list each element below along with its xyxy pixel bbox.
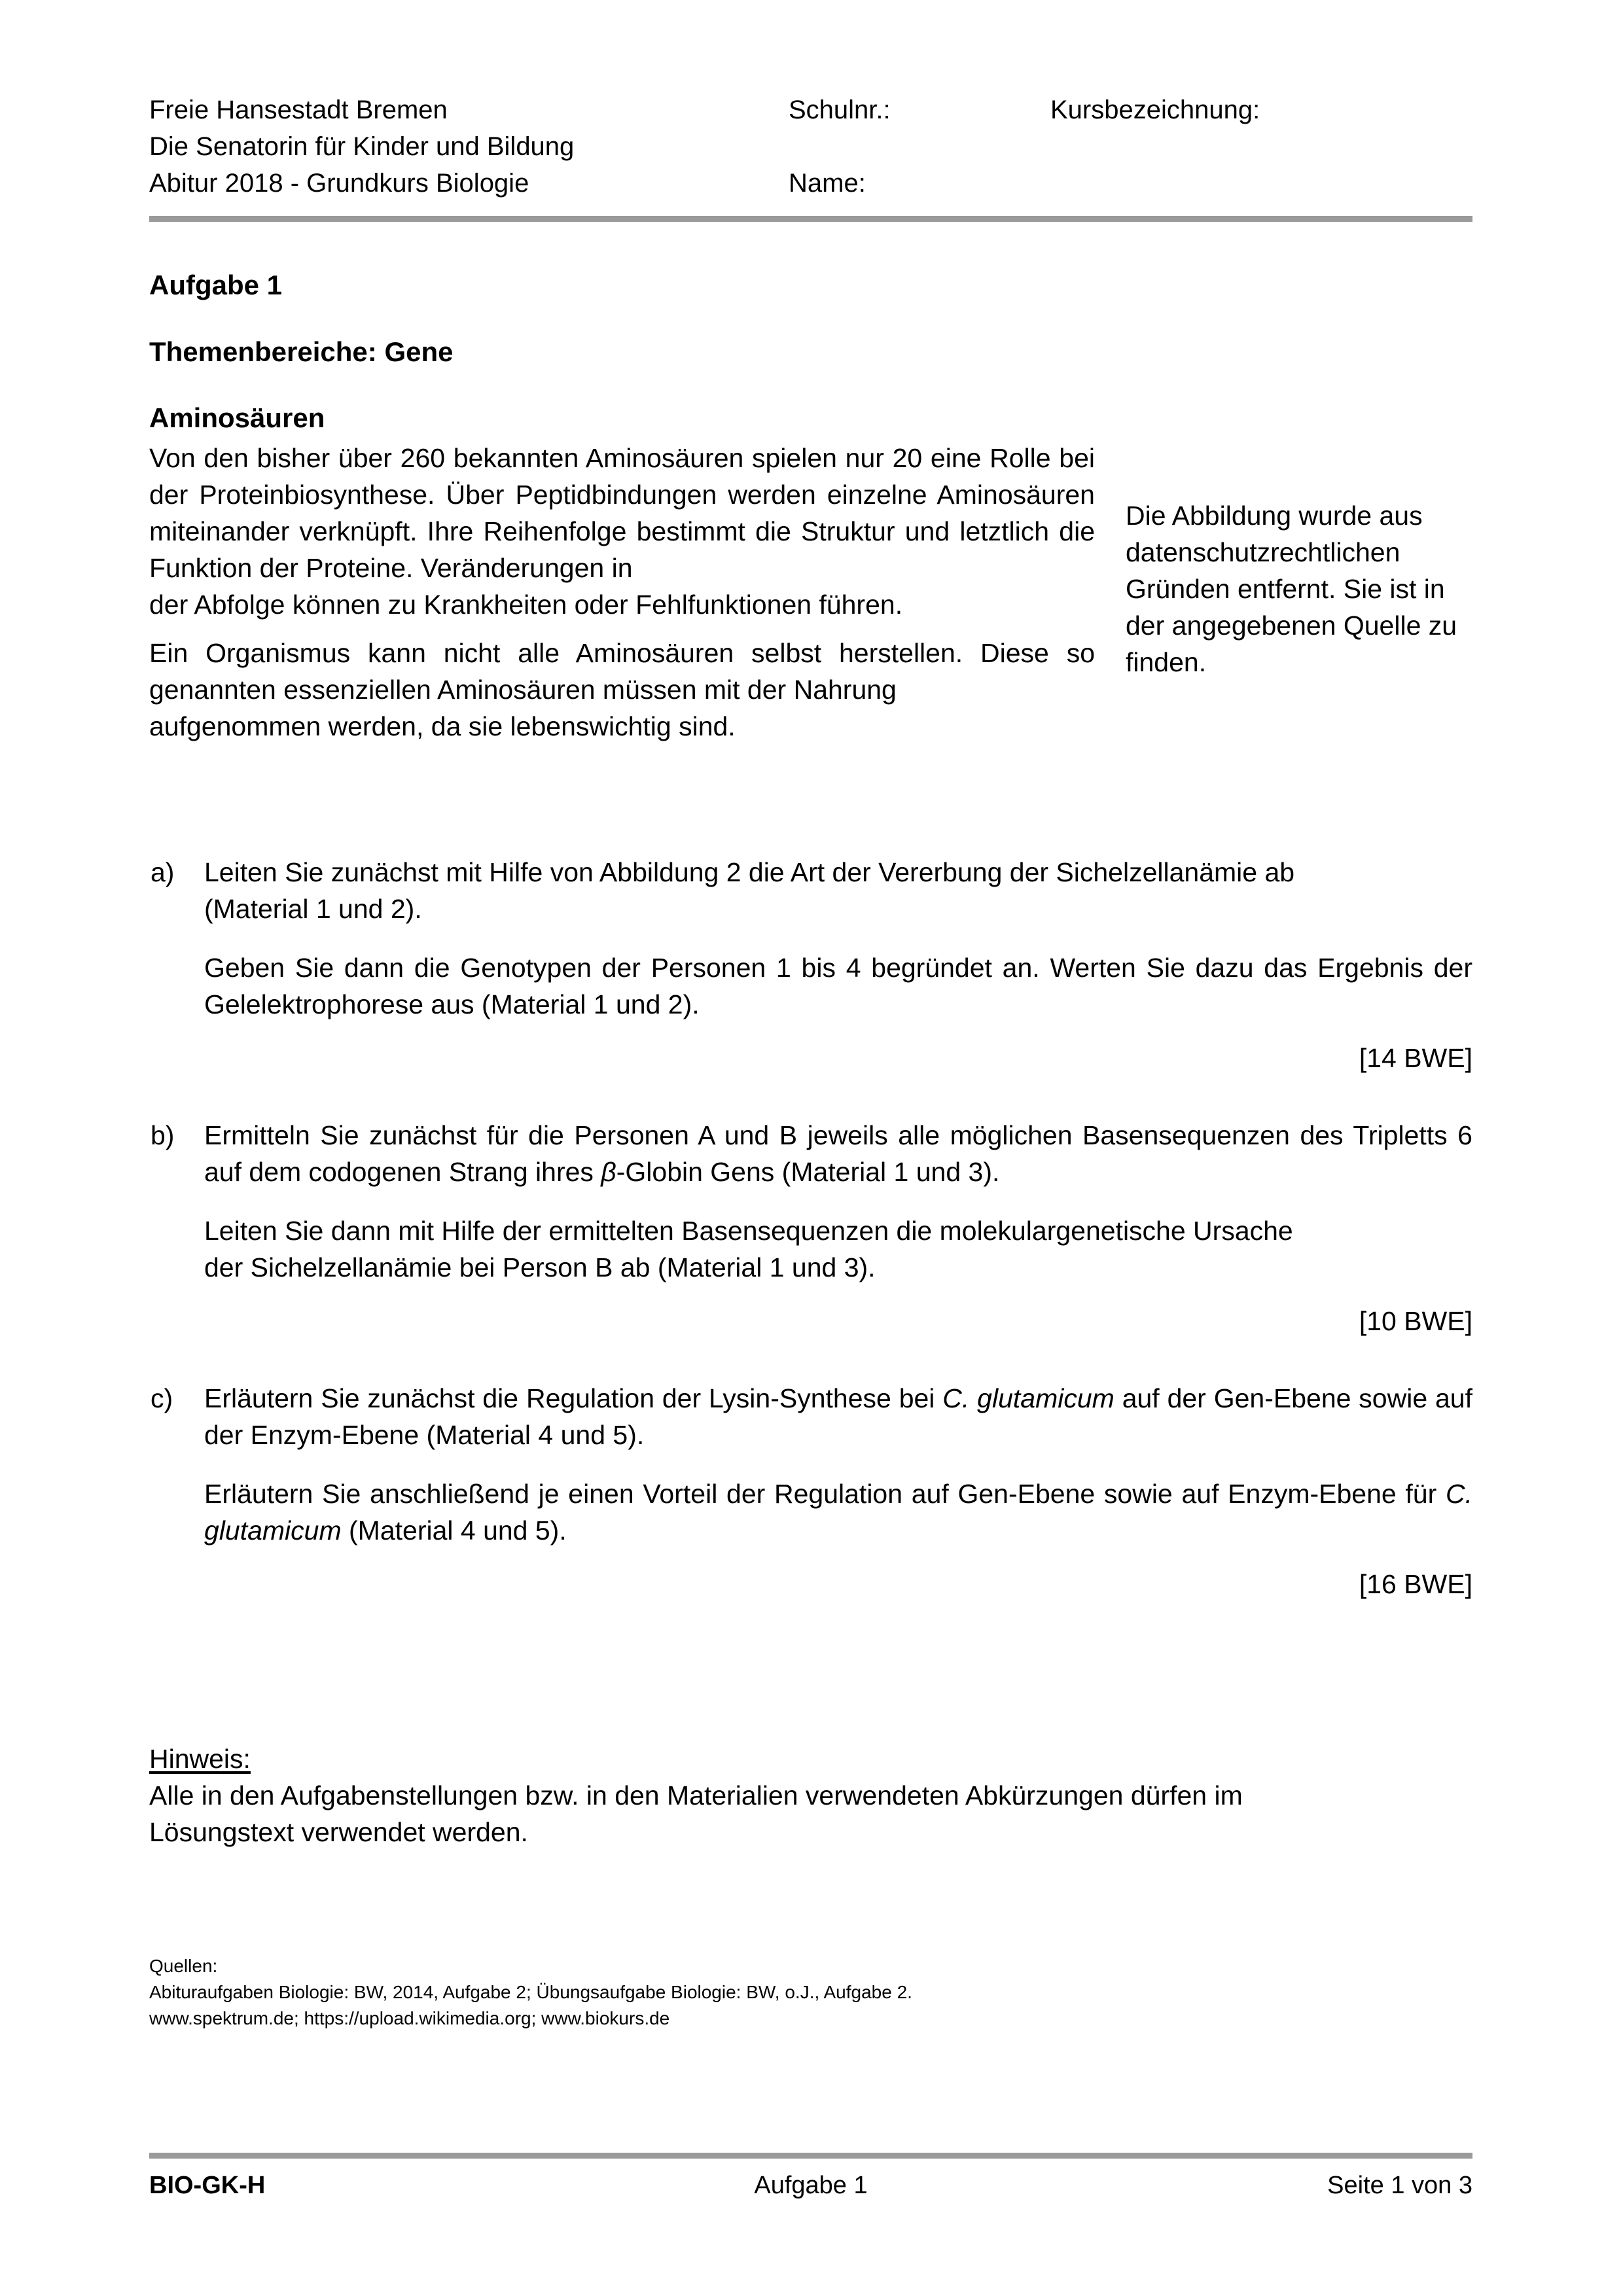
task-marker-b: b) <box>151 1120 175 1150</box>
image-removed-note <box>1126 497 1472 680</box>
task-list <box>149 854 1472 1643</box>
footer-exam-code: BIO-GK-H <box>149 2172 266 2199</box>
task-a-paragraph-2 <box>204 949 1472 1023</box>
task-a-paragraph-1 <box>204 854 1472 927</box>
task-b-paragraph-2-main: Leiten Sie dann mit Hilfe der ermittelten Basensequenzen die molekulargenetische Ursache <box>204 1216 1293 1246</box>
document-footer <box>149 2166 1472 2212</box>
task-marker-a: a) <box>151 857 175 887</box>
intro-paragraph-1-main: Von den bisher über 260 bekannten Aminosäuren spielen nur 20 eine Rolle bei der Proteinbiosynthese. Über Peptidbindungen werden einzelne Aminosäuren miteinander verknüpft. Ihre Reihenfolge bestimmt die Struktur und letztlich die Funktion der Proteine. Veränderungen in <box>149 443 1095 583</box>
sources-line-2: www.spektrum.de; https://upload.wikimedia.org; www.biokurs.de <box>149 2008 670 2028</box>
task-marker-c: c) <box>151 1383 173 1413</box>
course-designation-label: Kursbezeichnung: <box>1050 96 1260 124</box>
hinweis-title-row <box>149 1740 1472 1777</box>
task-a-paragraph-1-tail: (Material 1 und 2). <box>204 894 422 924</box>
task-c-italic-species-2: C. glutamicum <box>204 1479 1472 1545</box>
task-item-a <box>149 854 1472 1076</box>
task-b-paragraph-2-tail: der Sichelzellanämie bei Person B ab (Material 1 und 3). <box>204 1252 876 1282</box>
intro-paragraph-2 <box>149 635 1095 745</box>
task-body-a <box>204 854 1472 1076</box>
header-divider-rule <box>149 216 1472 222</box>
task-a-bwe-score: [14 BWE] <box>1359 1043 1472 1073</box>
header-authority-line-1: Freie Hansestadt Bremen <box>149 96 448 124</box>
intro-paragraph-1-tail: der Abfolge können zu Krankheiten oder Fehlfunktionen führen. <box>149 590 903 620</box>
header-exam-line: Abitur 2018 - Grundkurs Biologie <box>149 169 529 198</box>
hinweis-body-tail: Lösungstext verwendet werden. <box>149 1817 528 1847</box>
sources-block <box>149 1953 1472 2032</box>
intro-paragraph-1 <box>149 440 1095 623</box>
header-authority-column <box>149 92 771 202</box>
task-a-paragraph-1-main: Leiten Sie zunächst mit Hilfe von Abbildung 2 die Art der Vererbung der Sichelzellanämie ab <box>204 857 1295 887</box>
task-b-paragraph-1-main: Ermitteln Sie zunächst für die Personen A und B jeweils alle möglichen Basensequenzen des Tripletts 6 auf dem codogenen Strang ihres <box>204 1120 1472 1187</box>
hinweis-body-main: Alle in den Aufgabenstellungen bzw. in den Materialien verwendeten Abkürzungen dürfen im <box>149 1780 1243 1810</box>
hinweis-block <box>149 1740 1472 1850</box>
task-b-italic-beta: β <box>601 1157 616 1187</box>
school-number-label: Schulnr.: <box>789 96 891 124</box>
header-authority-line-2: Die Senatorin für Kinder und Bildung <box>149 132 575 161</box>
task-b-paragraph-1-after: -Globin Gens (Material 1 und 3). <box>616 1157 1000 1187</box>
task-c-paragraph-2-after: (Material 4 und 5). <box>341 1515 567 1545</box>
sources-line-1: Abituraufgaben Biologie: BW, 2014, Aufgabe 2; Übungsaufgabe Biologie: BW, o.J., Aufgabe 2. <box>149 1982 912 2002</box>
task-b-paragraph-1 <box>204 1117 1472 1190</box>
footer-divider-rule <box>149 2153 1472 2159</box>
task-body-c <box>204 1380 1472 1602</box>
hinweis-body <box>149 1777 1472 1850</box>
task-item-c <box>149 1380 1472 1602</box>
task-c-paragraph-1-after: auf der Gen-Ebene sowie auf der Enzym-Ebene (Material 4 und 5). <box>204 1383 1473 1450</box>
task-c-paragraph-2 <box>204 1475 1472 1549</box>
intro-text-column <box>149 440 1095 745</box>
name-label: Name: <box>789 169 866 198</box>
task-body-b <box>204 1117 1472 1339</box>
task-c-bwe-score: [16 BWE] <box>1359 1569 1472 1599</box>
content-frame <box>149 0 1472 2296</box>
task-b-paragraph-2 <box>204 1212 1472 1286</box>
footer-task-label: Aufgabe 1 <box>754 2172 868 2199</box>
header-spacer <box>789 128 1031 165</box>
section-heading-aminosaeuren: Aminosäuren <box>149 402 325 433</box>
intro-paragraph-2-main: Ein Organismus kann nicht alle Aminosäuren selbst herstellen. Diese so genannten essenziellen Aminosäuren müssen mit der Nahrung <box>149 638 1095 705</box>
document-header <box>149 92 1472 216</box>
image-removed-note-text: Die Abbildung wurde aus datenschutzrechtlichen Gründen entfernt. Sie ist in der angegebenen Quelle zu finden. <box>1126 501 1457 677</box>
task-c-paragraph-2-main: Erläutern Sie anschließend je einen Vorteil der Regulation auf Gen-Ebene sowie auf Enzym-Ebene für <box>204 1479 1446 1509</box>
footer-page-number: Seite 1 von 3 <box>1327 2172 1472 2199</box>
task-item-b <box>149 1117 1472 1339</box>
hinweis-title: Hinweis: <box>149 1744 251 1774</box>
page-title: Aufgabe 1 <box>149 270 283 300</box>
intro-paragraph-2-tail: aufgenommen werden, da sie lebenswichtig sind. <box>149 711 736 741</box>
topic-areas-heading: Themenbereiche: Gene <box>149 336 454 367</box>
header-course-column <box>1050 92 1472 128</box>
task-b-bwe-score: [10 BWE] <box>1359 1306 1472 1336</box>
task-a-paragraph-2-main: Geben Sie dann die Genotypen der Personen 1 bis 4 begründet an. Werten Sie dazu das Ergebnis der Gelelektrophorese aus (Material 1 und 2). <box>204 953 1472 1019</box>
task-c-paragraph-1 <box>204 1380 1472 1453</box>
task-c-paragraph-1-main: Erläutern Sie zunächst die Regulation der Lysin-Synthese bei <box>204 1383 943 1413</box>
task-c-italic-species-1: C. glutamicum <box>942 1383 1115 1413</box>
sources-title: Quellen: <box>149 1956 218 1976</box>
header-school-column <box>789 92 1031 202</box>
